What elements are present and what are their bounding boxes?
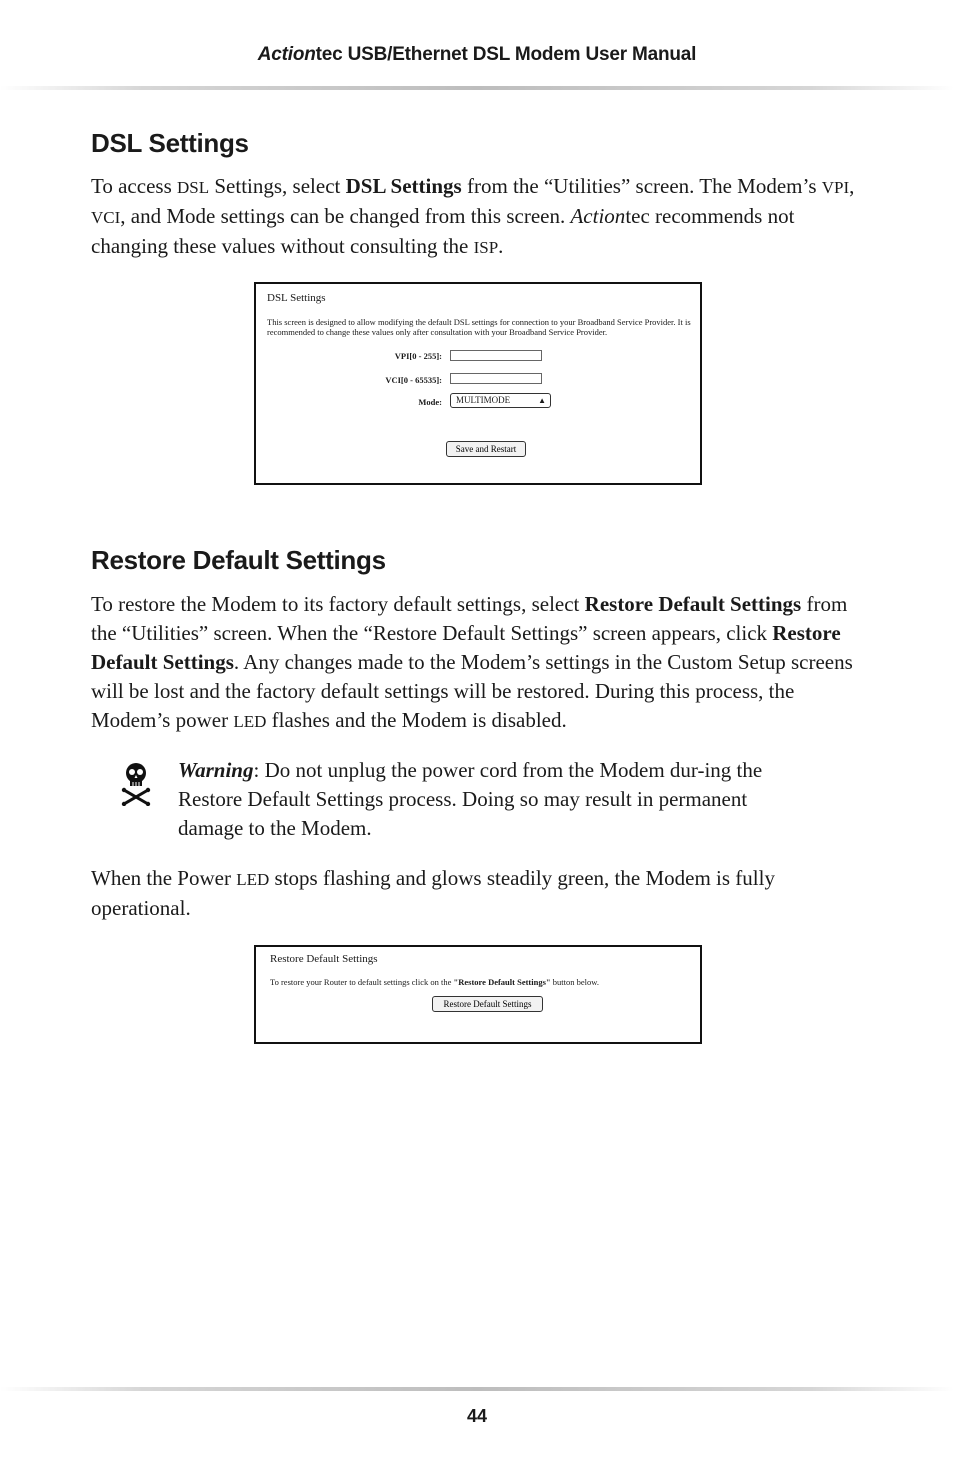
mode-select[interactable]: MULTIMODE ▲︎ (450, 393, 551, 408)
running-header (0, 44, 954, 66)
dsl-settings-heading: DSL Settings (91, 128, 249, 158)
header-title-text: tec USB/Ethernet DSL Modem User Manual (315, 44, 697, 65)
vpi-label: VPI[0 - 255]: (394, 351, 442, 361)
header-brand: Action (257, 44, 316, 65)
dsl-screenshot-title: DSL Settings (267, 292, 326, 304)
page-number: 44 (466, 1406, 488, 1426)
skull-crossbones-icon (120, 762, 152, 806)
vci-label: VCI[0 - 65535]: (385, 375, 442, 385)
restore-screenshot-title: Restore Default Settings (270, 953, 378, 965)
power-led-paragraph: When the Power LED stops flashing and glows steadily green, the Modem is fully operational. (91, 866, 775, 920)
footer-rule (0, 1387, 954, 1391)
dsl-settings-paragraph: To access DSL Settings, select DSL Settings from the “Utilities” screen. The Modem’s VPI, VCI, and Mode settings can be changed from this screen. Actiontec recommends not changing these values without consulting the ISP. (91, 174, 855, 258)
restore-default-paragraph: To restore the Modem to its factory default settings, select Restore Default Settings from the “Utilities” screen. When the “Restore Default Settings” screen appears, click Restore Default Settings. Any changes made to the Modem’s settings in the Custom Setup screens will be lost and the factory default settings will be restored. During this process, the Modem’s power LED flashes and the Modem is disabled. (91, 592, 853, 732)
restore-screenshot-description: To restore your Router to default settings click on the "Restore Default Settings" button below. (270, 977, 599, 987)
restore-default-heading: Restore Default Settings (91, 545, 386, 575)
dsl-screenshot-description: This screen is designed to allow modifying the default DSL settings for connection to your Broadband Service Provider. It is recommended to change these values only after consultation with your Broadband Service Provider. (267, 317, 691, 337)
select-arrows-icon: ▲︎ (538, 396, 546, 405)
header-rule (0, 86, 954, 90)
vci-input[interactable] (450, 373, 542, 384)
warning-label: Warning (178, 758, 254, 782)
mode-label: Mode: (418, 397, 442, 407)
dsl-settings-screenshot (254, 282, 702, 485)
warning-note: Warning: Do not unplug the power cord from the Modem dur-ing the Restore Default Settings process. Doing so may result in permanent damage to the Modem. (178, 758, 763, 840)
restore-default-settings-button[interactable]: Restore Default Settings (432, 996, 543, 1012)
save-and-restart-button[interactable]: Save and Restart (446, 441, 526, 457)
vpi-input[interactable] (450, 350, 542, 361)
restore-default-screenshot (254, 945, 702, 1044)
